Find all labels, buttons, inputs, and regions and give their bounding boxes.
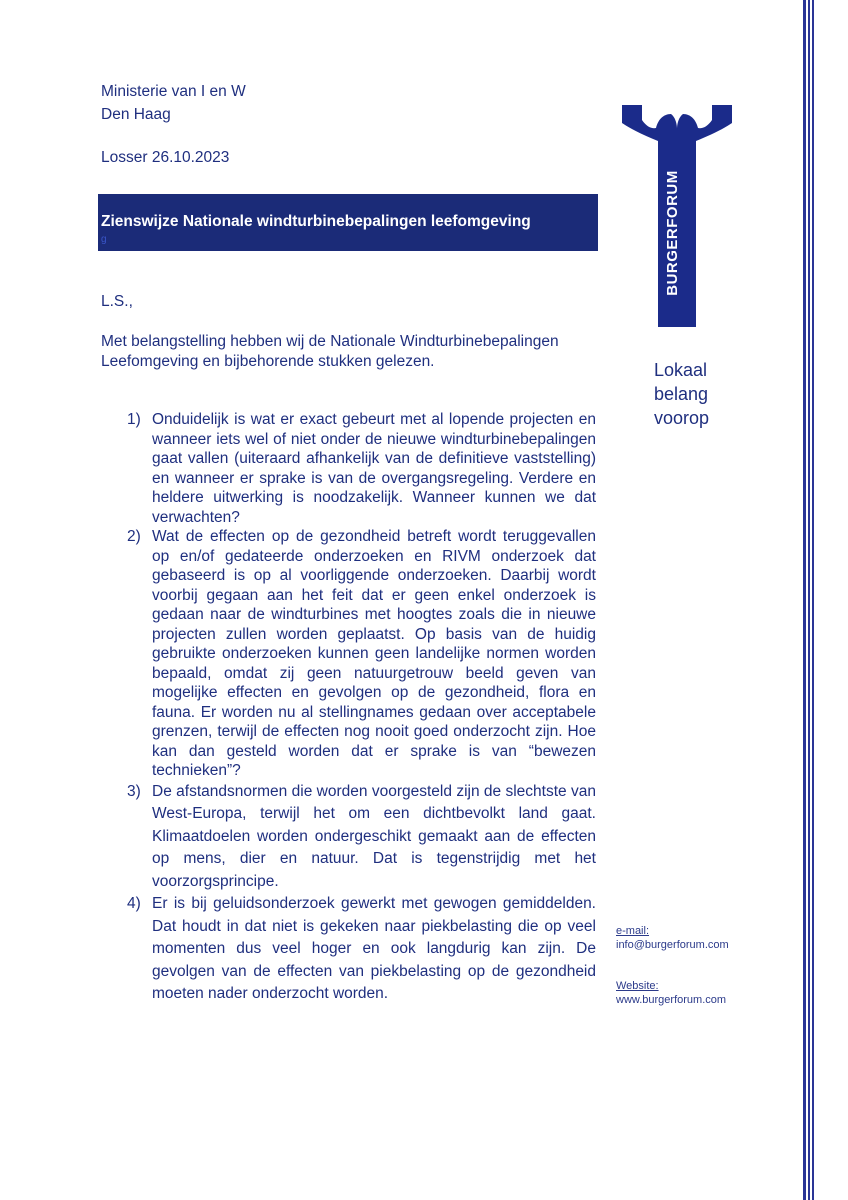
logo-wordmark: BURGERFORUM (664, 170, 681, 296)
list-item-text: Er is bij geluidsonderzoek gewerkt met gewogen gemiddelden. Dat houdt in dat niet is gekeken naar piekbelasting die op veel momenten dus veel hoger en ook langdurig kan zijn. De gevolgen van de effecten van piekbelasting op de gezondheid moeten nader onderzocht worden. (152, 895, 596, 1002)
list-item-number: 2) (127, 528, 141, 545)
margin-rule-middle (808, 0, 810, 1200)
email-block (616, 924, 729, 952)
website-label: Website: (616, 980, 659, 992)
tagline-line-2: belang (654, 384, 709, 404)
tagline-line-1: Lokaal (654, 360, 708, 380)
list-item (101, 527, 596, 781)
subject-title: Zienswijze Nationale windturbinebepalingen leefomgeving (101, 213, 531, 230)
list-item (101, 781, 596, 894)
points-list (101, 410, 596, 1006)
list-item-number: 4) (127, 895, 141, 912)
website-url[interactable]: www.burgerforum.com (616, 994, 727, 1006)
website-block (616, 979, 726, 1007)
salutation: L.S., (101, 293, 133, 310)
list-item-text: Wat de effecten op de gezondheid betreft wordt teruggevallen op en/of gedateerde onderzoeken en RIVM onderzoek dat gebaseerd is op al voorliggende onderzoeken. Daarbij wordt voorbij gegaan aan het feit dat er geen enkel onderzoek is gedaan naar de windturbines met hoogtes zoals die in nieuwe projecten zullen worden geplaatst. Op basis van de huidig gebruikte onderzoeken kunnen geen landelijke normen worden bepaald, omdat zij geen natuurgetrouw beeld geven van mogelijke effecten en gevolgen op de gezondheid, flora en fauna. Er worden nu al stellingnames gedaan over acceptabele grenzen, terwijl de effecten nog nooit goed onderzocht zijn. Hoe kan dan gesteld worden dat er sprake is van “bewezen technieken”? (152, 528, 596, 779)
subject-banner (98, 194, 598, 251)
recipient-line-2: Den Haag (101, 106, 171, 123)
email-label: e-mail: (616, 925, 650, 937)
list-item (101, 410, 596, 527)
list-item-text: Onduidelijk is wat er exact gebeurt met al lopende projecten en wanneer iets wel of niet onder de nieuwe windturbinebepalingen gaat vallen (uiteraard afhankelijk van de definitieve vaststelling) en wanneer er sprake is van de overgangsregeling. Verdere en heldere uitwerking is noodzakelijk. Wanneer kunnen we dat verwachten? (152, 411, 596, 526)
margin-rule-right (812, 0, 814, 1200)
recipient-address (101, 80, 246, 126)
list-item-number: 3) (127, 782, 141, 800)
list-item-number: 1) (127, 411, 141, 428)
list-item-text: De afstandsnormen die worden voorgesteld zijn de slechtste van West-Europa, terwijl het om een dichtbevolkt land gaat. Klimaatdoelen worden ondergeschikt gemaakt aan de effecten op mens, dier en natuur. Dat is tegenstrijdig met het voorzorgsprincipe. (152, 782, 596, 890)
list-item (101, 893, 596, 1006)
margin-rule-left (803, 0, 806, 1200)
email-address[interactable]: info@burgerforum.com (616, 939, 729, 951)
tagline (654, 358, 709, 430)
recipient-line-1: Ministerie van I en W (101, 83, 246, 100)
intro-paragraph: Met belangstelling hebben wij de Nationale Windturbinebepalingen Leefomgeving en bijbehorende stukken gelezen. (101, 333, 559, 370)
tagline-line-3: voorop (654, 408, 710, 428)
subject-overflow: g (101, 234, 107, 245)
burgerforum-logo (622, 105, 732, 330)
place-date: Losser 26.10.2023 (101, 149, 230, 166)
